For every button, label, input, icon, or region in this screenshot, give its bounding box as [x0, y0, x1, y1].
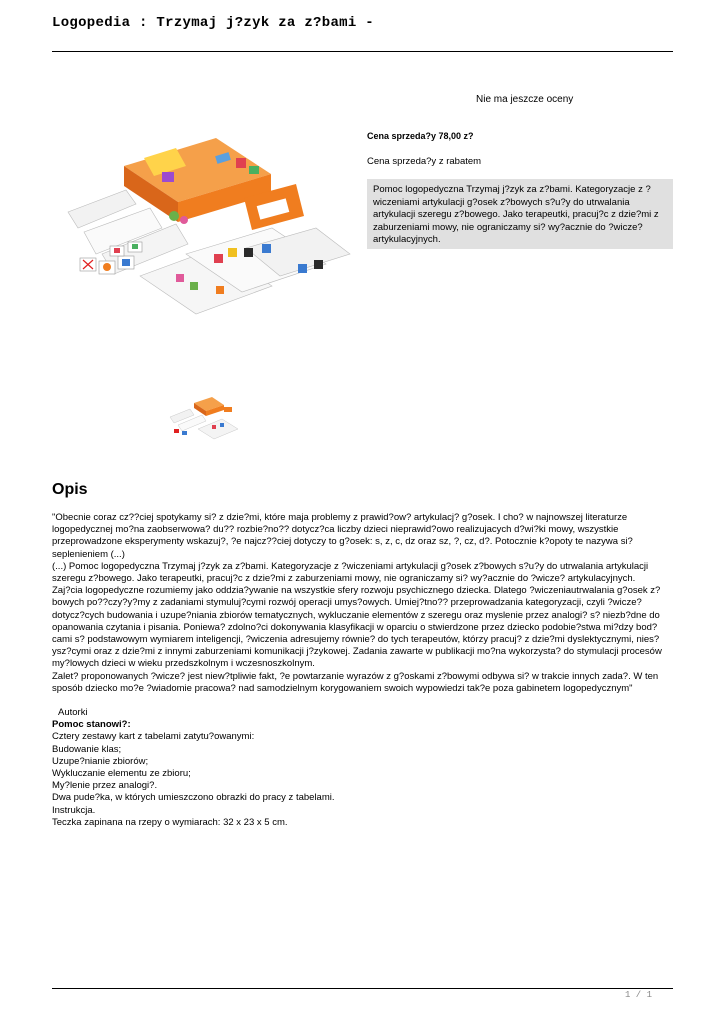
rating-text: Nie ma jeszcze oceny [476, 94, 574, 105]
description-paragraph: (...) Pomoc logopedyczna Trzymaj j?zyk za z?bami. Kategoryzacje z ?wiczeniami artykulacji g?osek z?bowych s?u?y do utrwalania artykulacji szeregu z?bowego. Jako terapeutki, pracuj?c z dzie?mi z zaburzeniami mowy, nie ograniczamy si? wy?acznie do ?wicze? artykulacyjnych. [52, 560, 649, 585]
product-image [66, 136, 352, 316]
spec-item: Uzupe?nianie zbiorów; [52, 755, 149, 767]
spec-item: Teczka zapinana na rzepy o wymiarach: 32 x 23 x 5 cm. [52, 816, 288, 828]
description-paragraph: Zalet? proponowanych ?wicze? jest niew?tpliwie fakt, ?e powtarzanie wyrazów z g?oskami z?bowymi odbywa si? w trakcie innych zada?. W ten sposób dziecko mo?e ?wiadomie pracowa? nad samodzielnym korygowaniem swoich wypowiedzi tak?e poza gabinetem logopedycznym" [52, 670, 659, 694]
description-paragraph: Zaj?cia logopedyczne rozumiemy jako oddzia?ywanie na wszystkie sfery rozwoju psychicznego dziecka. Dlatego ?wiczeniautrwalania g?osek z?bowych po??czy?y?my z zadaniami stymuluj?cymi rozwój operacji umys?owych. Umiej?tno?? przeprowadzania kategoryzacji, czyli ?wicze? dotycz?cych budowania i uzupe?niania zbiorów tematycznych, wykluczanie elementów z szeregu oraz myslenie przez analogi? s? niezb?dne do opanowania czytania i pisania. Poniewa? zdolno?ci dokonywania klasyfikacji w oparciu o stwierdzone przez dziecko podobie?stwa mi?dzy bod?cami s? podstawowym wymiarem inteligencji, ?wiczenia adresujemy równie? do tych terapeutów, którzy pracuj? z dzie?mi dyslektycznymi, nies?ysz?cymi oraz z dzie?mi z innymi zaburzeniami komunikacji j?zykowej. Zadania zawarte w publikacji mo?na wykorzysta? do stymulacji procesów my?lowych dzieci w wieku przedszkolnym i wczesnoszkolnym. [52, 585, 662, 670]
product-specs [52, 707, 452, 829]
document-title: Logopedia : Trzymaj j?zyk za z?bami - [52, 15, 374, 31]
contents-heading: Pomoc stanowi?: [52, 719, 131, 731]
product-summary: Pomoc logopedyczna Trzymaj j?zyk za z?bami. Kategoryzacje z ?wiczeniami artykulacji g?osek z?bowych s?u?y do utrwalania artykulacji szeregu z?bowego. Jako terapeutki, pracuj?c z dzie?mi z zaburzeniami mowy, nie ograniczamy si? wy?acznie do ?wicze? artykulacyjnych. [367, 179, 673, 249]
page-indicator: 1 / 1 [625, 990, 653, 1000]
description-text [52, 512, 677, 695]
footer-divider [52, 988, 673, 989]
description-heading: Opis [52, 481, 88, 498]
spec-item: Dwa pude?ka, w których umieszczono obrazki do pracy z tabelami. [52, 792, 335, 804]
spec-item: Cztery zestawy kart z tabelami zatytu?owanymi: [52, 731, 255, 743]
spec-item: Wykluczanie elementu ze zbioru; [52, 768, 191, 780]
description-paragraph: "Obecnie coraz cz??ciej spotykamy si? z dzie?mi, które maja problemy z prawid?ow? artykulacj? g?osek. I cho? w najnowszej literaturze logopedycznej mo?na zaobserwowa? du?? rozbie?no?? dotycz?ca liczby dzieci nieprawid?owo realizujacych d?wi?ki mowy, wszystkie przeprowadzone eksperymenty wskazuj?, ?e najcz??ciej dotyczy to g?osek: s, z, c, dz oraz sz, ?, cz, d?. Potocznie k?opoty te nazywa si? seplenieniem (...) [52, 512, 633, 560]
product-thumbnail[interactable] [168, 393, 244, 441]
spec-item: Instrukcja. [52, 804, 96, 816]
authors-label: Autorki [58, 707, 88, 718]
header-divider [52, 51, 673, 52]
price-label: Cena sprzeda?y 78,00 z? [367, 131, 474, 141]
discount-price-label: Cena sprzeda?y z rabatem [367, 156, 482, 167]
spec-item: My?lenie przez analogi?. [52, 780, 158, 792]
spec-item: Budowanie klas; [52, 743, 122, 755]
